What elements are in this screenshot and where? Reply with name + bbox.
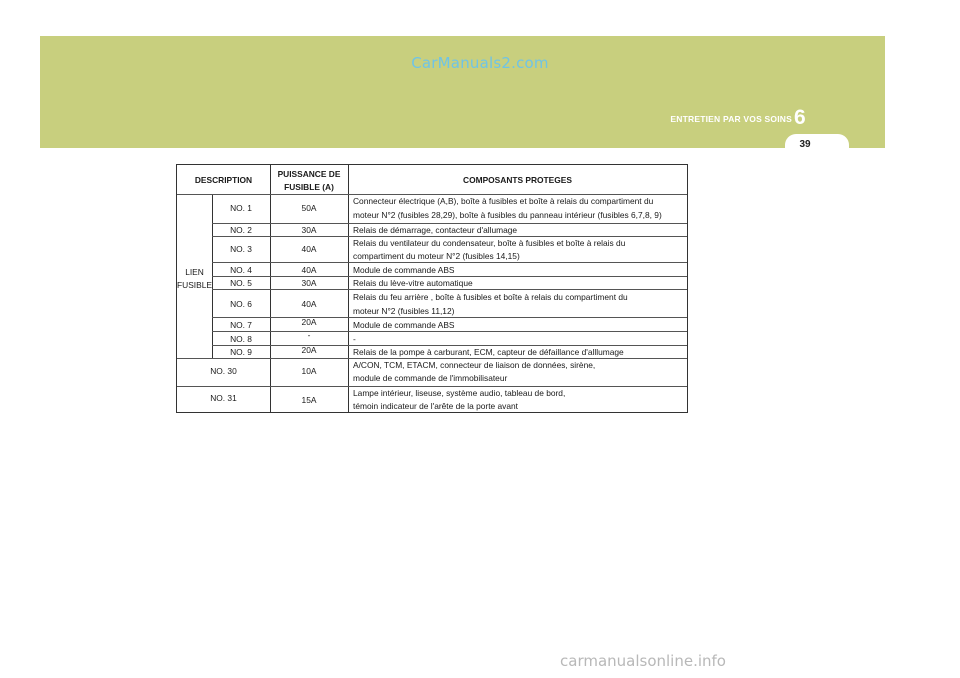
section-title: ENTRETIEN PAR VOS SOINS: [670, 114, 792, 124]
group-label-line1: LIEN: [185, 267, 204, 277]
fuse-rating: 30A: [301, 278, 317, 288]
fuse-rating: 20A: [301, 345, 317, 355]
fuse-components: Relais du feu arrière , boîte à fusibles et boîte à relais du compartiment du: [353, 292, 628, 302]
fuse-components: -: [353, 334, 356, 344]
fuse-components: module de commande de l'immobilisateur: [353, 373, 508, 383]
fuse-rating: 15A: [301, 395, 317, 405]
fuse-rating: 50A: [301, 203, 317, 213]
fuse-components: Relais de démarrage, contacteur d'allumage: [353, 225, 518, 235]
header-description: DESCRIPTION: [194, 175, 253, 185]
fuse-no: NO. 4: [230, 265, 252, 275]
fuse-rating: 10A: [301, 366, 317, 376]
fuse-no: NO. 8: [230, 334, 252, 344]
header-components: COMPOSANTS PROTEGES: [463, 175, 572, 185]
page-number: 39: [799, 139, 811, 150]
chapter-number: 6: [794, 106, 806, 129]
header-rating-line2: FUSIBLE (A): [284, 182, 334, 192]
fuse-components: Relais du ventilateur du condensateur, boîte à fusibles et boîte à relais du: [353, 238, 626, 248]
fuse-no: NO. 1: [230, 203, 252, 213]
fuse-no: NO. 9: [230, 347, 252, 357]
fuse-no: NO. 31: [210, 393, 237, 403]
header-rating-line1: PUISSANCE DE: [277, 169, 341, 179]
fuse-components: Connecteur électrique (A,B), boîte à fusibles et boîte à relais du compartiment du: [353, 196, 654, 206]
watermark-bottom[interactable]: carmanualsonline.info: [560, 652, 726, 670]
fuse-no: NO. 6: [230, 299, 252, 309]
group-label-line2: FUSIBLE: [177, 280, 212, 290]
header-band: [40, 36, 885, 148]
fuse-rating: 40A: [301, 265, 317, 275]
fuse-components: Module de commande ABS: [353, 265, 455, 275]
fuse-no: NO. 3: [230, 244, 252, 254]
row-divider: [212, 262, 687, 263]
fuse-no: NO. 2: [230, 225, 252, 235]
fuse-components: moteur N°2 (fusibles 28,29), boîte à fusibles du panneau intérieur (fusibles 6,7,8, 9): [353, 210, 662, 220]
fuse-rating: -: [307, 330, 311, 340]
fuse-no: NO. 7: [230, 320, 252, 330]
row-divider: [212, 289, 687, 290]
fuse-rating: 40A: [301, 244, 317, 254]
fuse-components: Lampe intérieur, liseuse, système audio, tableau de bord,: [353, 388, 566, 398]
fuse-components: Relais de la pompe à carburant, ECM, capteur de défaillance d'alllumage: [353, 347, 624, 357]
fuse-rating: 40A: [301, 299, 317, 309]
fuse-components: compartiment du moteur N°2 (fusibles 14,15): [353, 251, 520, 261]
fuse-no: NO. 30: [210, 366, 237, 376]
fuse-rating: 20A: [301, 317, 317, 327]
fuse-rating: 30A: [301, 225, 317, 235]
fuse-components: A/CON, TCM, ETACM, connecteur de liaison de données, sirène,: [353, 360, 596, 370]
fuse-components: Module de commande ABS: [353, 320, 455, 330]
fuse-no: NO. 5: [230, 278, 252, 288]
fuse-components: moteur N°2 (fusibles 11,12): [353, 306, 455, 316]
fuse-table: [176, 164, 688, 413]
fuse-components: témoin indicateur de l'arête de la porte avant: [353, 401, 519, 411]
watermark-top[interactable]: CarManuals2.com: [411, 54, 549, 72]
fuse-components: Relais du lève-vitre automatique: [353, 278, 473, 288]
